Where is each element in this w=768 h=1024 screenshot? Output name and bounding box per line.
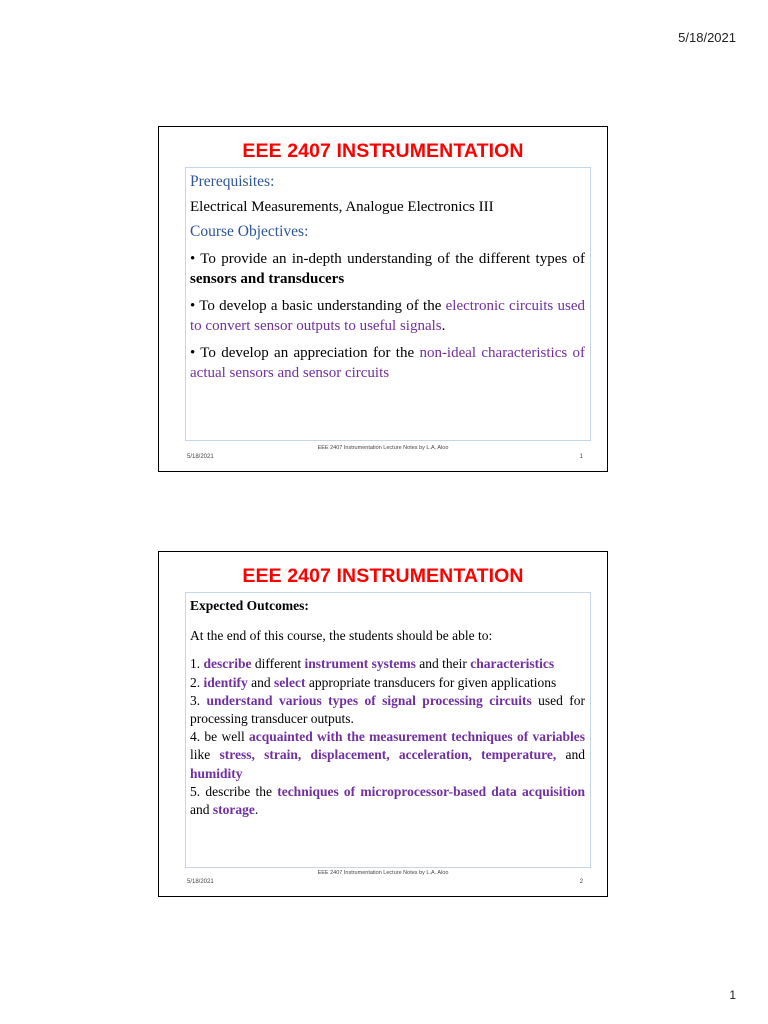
outcome-2 [190, 674, 585, 692]
outcome-3-num: 3. [190, 692, 207, 708]
slide-content [185, 167, 591, 441]
slide-title: EEE 2407 INSTRUMENTATION [242, 140, 524, 162]
outcome-1-text-2: and their [415, 656, 471, 672]
outcome-5-text: and [190, 802, 213, 818]
slide-footer-page: 2 [579, 879, 583, 885]
outcome-4-emphasis: acquainted with the measurement techniques of variables [249, 729, 585, 745]
outcome-2-num: 2. [190, 674, 204, 690]
prerequisites-heading: Prerequisites: [190, 173, 275, 190]
outcome-4-text-2: and [556, 747, 585, 763]
outcome-3-text: used for processing transducer outputs. [190, 692, 585, 727]
slide-footer-page: 1 [579, 454, 583, 460]
page-date: 5/18/2021 [678, 30, 736, 45]
outcomes-intro: At the end of this course, the students should be able to: [190, 628, 493, 644]
slide-2 [158, 551, 608, 897]
outcome-1-text: different [251, 656, 305, 672]
slide-title: EEE 2407 INSTRUMENTATION [242, 565, 524, 587]
outcome-1-emphasis-2: characteristics [470, 656, 555, 672]
outcome-3-emphasis: understand various types of signal processing circuits [206, 692, 532, 708]
outcome-4 [190, 728, 585, 783]
objective-1 [190, 249, 585, 289]
outcome-4-emphasis-3: humidity [190, 765, 243, 781]
objectives-heading: Course Objectives: [190, 223, 309, 240]
outcome-5-end: . [254, 802, 259, 818]
slide-footer-title: EEE 2407 Instrumentation Lecture Notes by L.A. Aloo [317, 870, 449, 876]
slide-1 [158, 126, 608, 472]
slide-footer-date: 5/18/2021 [187, 879, 214, 885]
outcome-3 [190, 692, 585, 728]
objective-2 [190, 296, 585, 336]
page-number: 1 [729, 988, 736, 1002]
outcome-4-num: 4. be well [190, 729, 249, 745]
outcome-5-emphasis: techniques of microprocessor-based data acquisition [277, 783, 586, 799]
prerequisites-text: Electrical Measurements, Analogue Electronics III [190, 199, 494, 215]
objective-1-emphasis: sensors and transducers [190, 271, 345, 287]
outcome-1-emphasis: instrument systems [304, 656, 416, 672]
objective-2-end: . [441, 318, 446, 334]
outcome-1-num: 1. [190, 656, 204, 672]
outcomes-heading: Expected Outcomes: [190, 598, 309, 613]
outcome-2-text: and [247, 674, 275, 690]
outcome-2-text-2: appropriate transducers for given applications [305, 674, 557, 690]
slide-footer-date: 5/18/2021 [187, 454, 214, 460]
objective-1-text: • To provide an in-depth understanding of the different types of [190, 251, 585, 267]
objective-3-text: • To develop an appreciation for the [190, 345, 420, 361]
outcome-1 [190, 655, 585, 673]
objective-3-emphasis: non-ideal characteristics of actual sensors and sensor circuits [190, 345, 586, 381]
outcome-2-verb-2: select [274, 674, 306, 690]
objective-2-emphasis: electronic circuits used to convert sensor outputs to useful signals [190, 298, 585, 334]
outcome-5-num: 5. describe the [190, 783, 278, 799]
slide-footer-title: EEE 2407 Instrumentation Lecture Notes by L.A. Aloo [317, 445, 449, 451]
outcome-5 [190, 783, 585, 819]
objective-2-text: • To develop a basic understanding of the [190, 298, 446, 314]
outcome-2-verb: identify [203, 674, 248, 690]
outcome-4-emphasis-2: stress, strain, displacement, acceleration, temperature, [219, 747, 557, 763]
slide-content [185, 592, 591, 868]
objective-3 [190, 343, 585, 383]
outcome-5-emphasis-2: storage [212, 802, 255, 818]
outcome-4-text: like [190, 747, 220, 763]
outcome-1-verb: describe [203, 656, 252, 672]
